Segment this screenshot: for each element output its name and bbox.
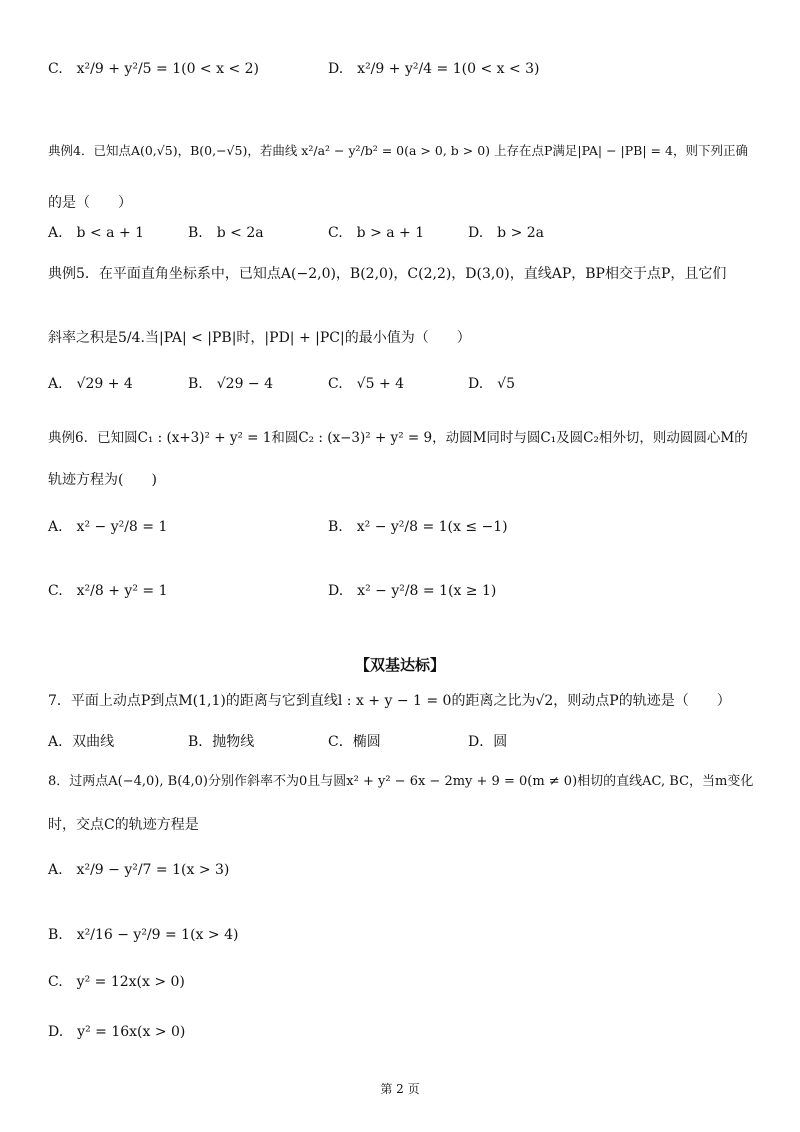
q4-option-c: C. b > a + 1 [328, 225, 425, 241]
q4-option-a: A. b < a + 1 [48, 225, 145, 241]
q8-option-c: C. y² = 12x(x > 0) [48, 974, 185, 990]
q4-option-d: D. b > 2a [468, 225, 545, 241]
q6-stem-line2: 轨迹方程为( ) [48, 472, 157, 488]
q6-option-c: C. x²/8 + y² = 1 [48, 583, 168, 599]
q4-stem-line2: 的是（ ） [48, 195, 132, 211]
q6-stem-line1: 典例6．已知圆C₁ : (x+3)² + y² = 1和圆C₂ : (x−3)² + y² = 9，动圆M同时与圆C₁及圆C₂相外切，则动圆圆心M的 [48, 430, 748, 446]
q7-option-a: A．双曲线 [48, 734, 115, 750]
q5-option-c: C. √5 + 4 [328, 376, 405, 392]
q8-stem-line1: 8．过两点A(−4,0), B(4,0)分别作斜率不为0且与圆x² + y² − 6x − 2my + 9 = 0(m ≠ 0)相切的直线AC, BC，当m变化 [48, 774, 754, 789]
q5-option-d: D. √5 [468, 376, 516, 392]
q8-option-b: B. x²/16 − y²/9 = 1(x > 4) [48, 927, 239, 943]
q6-option-b: B. x² − y²/8 = 1(x ≤ −1) [328, 519, 508, 535]
q8-option-a: A. x²/9 − y²/7 = 1(x > 3) [48, 862, 230, 878]
q6-option-d: D. x² − y²/8 = 1(x ≥ 1) [328, 583, 497, 599]
q8-stem-line2: 时，交点C的轨迹方程是 [48, 817, 199, 833]
q5-stem-line2: 斜率之积是5/4.当|PA| < |PB|时，|PD| + |PC|的最小值为（ ） [48, 330, 471, 346]
q6-option-a: A. x² − y²/8 = 1 [48, 519, 168, 535]
q8-option-d: D. y² = 16x(x > 0) [48, 1024, 186, 1040]
q7-option-b: B．抛物线 [188, 734, 255, 750]
q7-stem-line1: 7．平面上动点P到点M(1,1)的距离与它到直线l : x + y − 1 = 0的距离之比为√2，则动点P的轨迹是（ ） [48, 693, 731, 709]
q3-option-d: D. x²/9 + y²/4 = 1(0 < x < 3) [328, 61, 540, 77]
page-number: 第 2 页 [380, 1082, 420, 1096]
q3-option-c: C. x²/9 + y²/5 = 1(0 < x < 2) [48, 61, 260, 77]
q7-option-d: D．圆 [468, 734, 508, 750]
q4-option-b: B. b < 2a [188, 225, 264, 241]
q5-option-a: A. √29 + 4 [48, 376, 133, 392]
q4-stem-line1: 典例4．已知点A(0,√5)，B(0,−√5)，若曲线 x²/a² − y²/b² = 0(a > 0, b > 0) 上存在点P满足|PA| − |PB| = 4，则下列正确 [48, 143, 748, 158]
q5-option-b: B. √29 − 4 [188, 376, 274, 392]
q7-option-c: C．椭圆 [328, 734, 381, 750]
section-heading: 【双基达标】 [354, 656, 445, 674]
q5-stem-line1: 典例5．在平面直角坐标系中，已知点A(−2,0)，B(2,0)，C(2,2)，D(3,0)，直线AP，BP相交于点P，且它们 [48, 266, 727, 282]
